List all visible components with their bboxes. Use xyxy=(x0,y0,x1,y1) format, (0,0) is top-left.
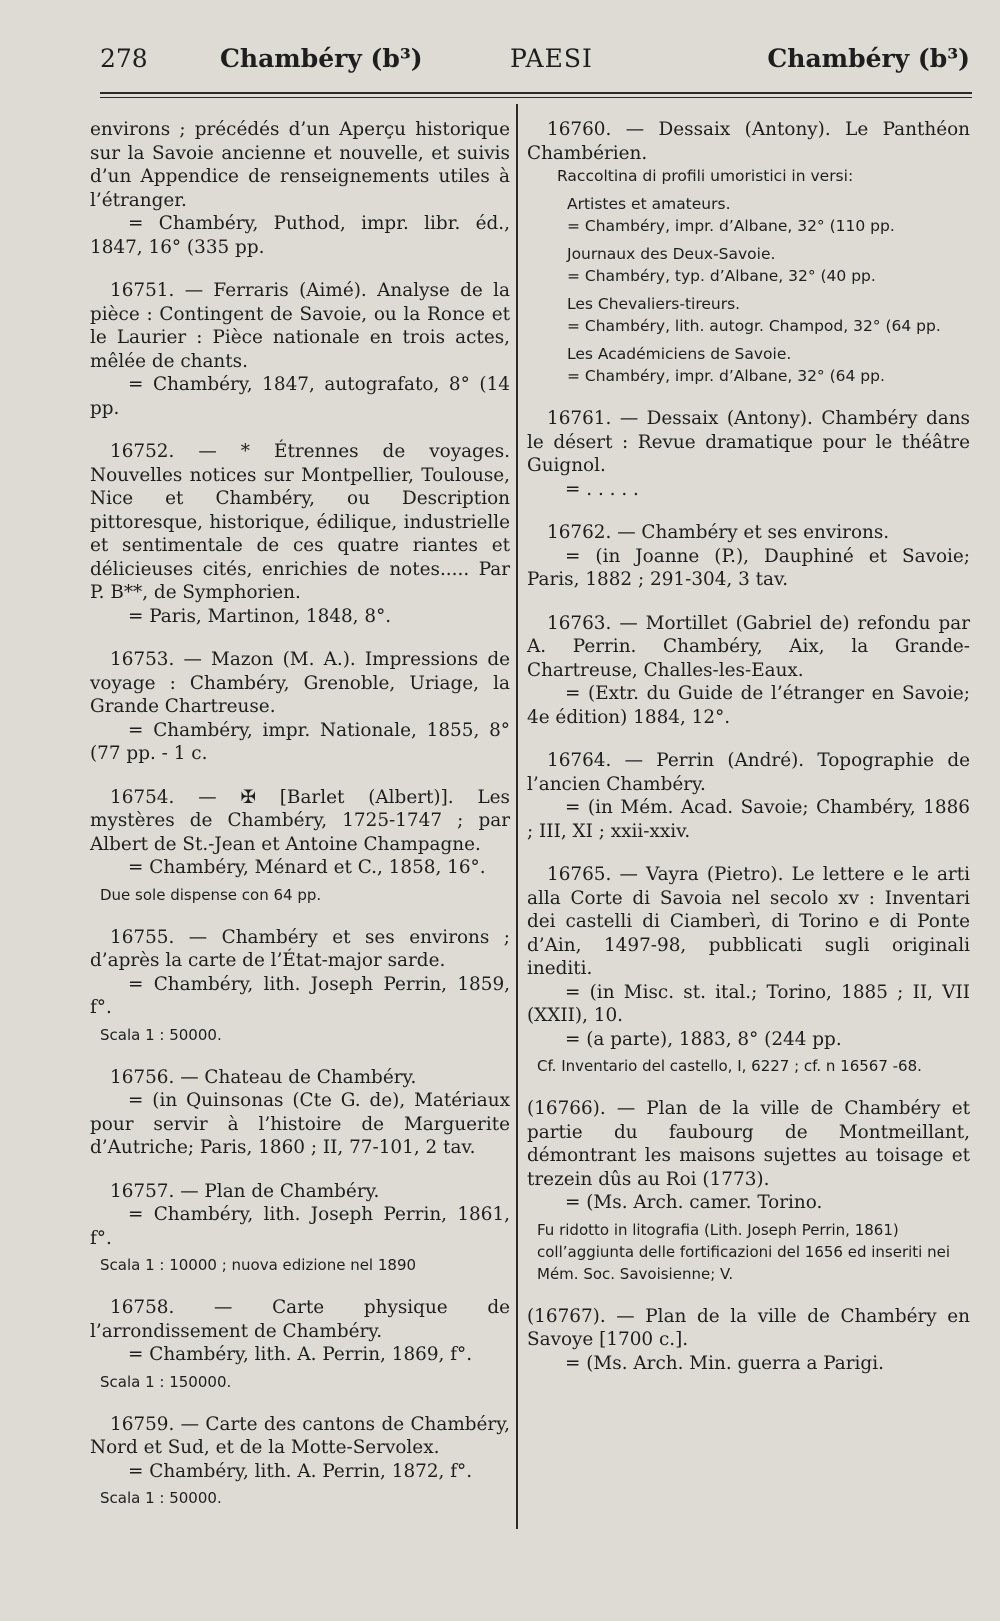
entry-16762 xyxy=(527,521,970,592)
sub-entry-publication: = Chambéry, impr. d’Albane, 32° (110 pp. xyxy=(567,217,895,235)
sub-entry-title: Journaux des Deux-Savoie. xyxy=(567,245,776,263)
entry-publication: = Chambéry, lith. Joseph Perrin, 1861, f°. xyxy=(90,1204,510,1249)
entry-16759 xyxy=(90,1413,510,1510)
column-divider xyxy=(516,104,518,1529)
entry-text: 16762. — Chambéry et ses environs. xyxy=(547,522,890,543)
entry-publication: = (Ms. Arch. camer. Torino. xyxy=(565,1192,823,1213)
entry-note: Scala 1 : 50000. xyxy=(100,1025,222,1044)
entry-publication: = Chambéry, Ménard et C., 1858, 16°. xyxy=(128,857,486,878)
entry-16751 xyxy=(90,279,510,420)
running-header xyxy=(100,44,970,84)
entry-16757 xyxy=(90,1180,510,1277)
page-number: 278 xyxy=(100,44,148,73)
entry-publication: = (in Misc. st. ital.; Torino, 1885 ; II, VII (XXII), 10. xyxy=(527,981,970,1026)
entry-text: 16757. — Plan de Chambéry. xyxy=(110,1180,380,1202)
sub-entry-title: Les Académiciens de Savoie. xyxy=(567,345,792,363)
entry-16752 xyxy=(90,440,510,628)
entry-note: Cf. Inventario del castello, I, 6227 ; cf. n 16567 -68. xyxy=(537,1057,922,1075)
sub-entry-publication: = Chambéry, typ. d’Albane, 32° (40 pp. xyxy=(567,267,876,285)
entry-publication: = . . . . . xyxy=(565,478,639,500)
entry-publication: = (Ms. Arch. Min. guerra a Parigi. xyxy=(565,1352,884,1374)
center-running-title: PAESI xyxy=(510,44,593,73)
entry-text: 16765. — Vayra (Pietro). Le lettere e le arti alla Corte di Savoia nel secolo xv : Inventari dei castelli di Ciamberì, di Torino e di Ponte d’Ain, 1497-98, pubblicati sugli originali inediti. xyxy=(527,864,970,979)
sub-entry-title: Artistes et amateurs. xyxy=(567,195,731,213)
entry-text: 16754. — ✠ [Barlet (Albert)]. Les mystères de Chambéry, 1725-1747 ; par Albert de St.-Jean et Antoine Champagne. xyxy=(90,786,510,855)
entry-16764 xyxy=(527,749,970,843)
right-running-title: Chambéry (b³) xyxy=(767,44,970,73)
entry-text: 16758. — Carte physique de l’arrondissement de Chambéry. xyxy=(90,1297,510,1342)
entry-publication: = (in Mém. Acad. Savoie; Chambéry, 1886 ; III, XI ; xxii-xxiv. xyxy=(527,797,970,842)
entry-publication: = Chambéry, lith. A. Perrin, 1872, f°. xyxy=(128,1460,473,1482)
entry-text: environs ; précédés d’un Aperçu historique sur la Savoie ancienne et nouvelle, et suivis d’un Appendice de renseignements utiles à l’étranger. xyxy=(90,119,510,211)
entry-publication: = Chambéry, Puthod, impr. libr. éd., 1847, 16° (335 pp. xyxy=(90,213,510,258)
entry-16766 xyxy=(527,1097,970,1285)
entry-16753 xyxy=(90,648,510,766)
entry-text: 16764. — Perrin (André). Topographie de l’ancien Chambéry. xyxy=(527,750,970,795)
entry-sub-intro: Raccoltina di profili umoristici in versi: xyxy=(557,167,854,185)
entry-text: 16753. — Mazon (M. A.). Impressions de voyage : Chambéry, Grenoble, Uriage, la Grande Chartreuse. xyxy=(90,649,510,717)
entry-publication: = Chambéry, 1847, autografato, 8° (14 pp. xyxy=(90,374,510,419)
sub-entry-publication: = Chambéry, impr. d’Albane, 32° (64 pp. xyxy=(567,367,885,385)
entry-publication: = (in Joanne (P.), Dauphiné et Savoie; Paris, 1882 ; 291-304, 3 tav. xyxy=(527,545,970,590)
entry-16763 xyxy=(527,612,970,730)
entry-16756 xyxy=(90,1066,510,1160)
entry-note: Scala 1 : 10000 ; nuova edizione nel 1890 xyxy=(100,1256,417,1274)
entry-16755 xyxy=(90,926,510,1046)
entry-continued xyxy=(90,118,510,259)
header-rule xyxy=(100,92,972,94)
sub-entry-title: Les Chevaliers-tireurs. xyxy=(567,295,741,313)
entry-16754 xyxy=(90,786,510,906)
entry-publication: = Chambéry, lith. Joseph Perrin, 1859, f°. xyxy=(90,973,510,1018)
entry-16758 xyxy=(90,1296,510,1393)
entry-16760 xyxy=(527,118,970,387)
entry-note: Scala 1 : 150000. xyxy=(100,1372,232,1391)
entry-publication: = Chambéry, impr. Nationale, 1855, 8° (77 pp. - 1 c. xyxy=(90,719,510,764)
left-running-title: Chambéry (b³) xyxy=(220,44,423,73)
entry-publication: = Chambéry, lith. A. Perrin, 1869, f°. xyxy=(128,1344,473,1365)
entry-publication: = (in Quinsonas (Cte G. de), Matériaux pour servir à l’histoire de Marguerite d’Autriche; Paris, 1860 ; II, 77-101, 2 tav. xyxy=(90,1090,510,1158)
entry-note: Due sole dispense con 64 pp. xyxy=(100,885,322,904)
entry-text: 16760. — Dessaix (Antony). Le Panthéon Chambérien. xyxy=(527,119,970,164)
entry-text: 16752. — * Étrennes de voyages. Nouvelles notices sur Montpellier, Toulouse, Nice et Chambéry, ou Description pittoresque, historique, édilique, industrielle et sentimentale de ces quatre riantes et délicieuses cités, enrichies de notes..... Par P. B**, de Symphorien. xyxy=(90,441,510,603)
right-column xyxy=(527,118,970,1395)
entry-text: 16761. — Dessaix (Antony). Chambéry dans le désert : Revue dramatique pour le théâtre Guignol. xyxy=(527,408,970,476)
entry-text: 16756. — Chateau de Chambéry. xyxy=(110,1066,417,1088)
entry-16761 xyxy=(527,407,970,501)
entry-16767 xyxy=(527,1305,970,1376)
left-column xyxy=(90,118,510,1529)
entry-text: 16751. — Ferraris (Aimé). Analyse de la pièce : Contingent de Savoie, ou la Ronce et le Laurier : Pièce nationale en trois actes, mêlée de chants. xyxy=(90,280,510,372)
entry-text: (16767). — Plan de la ville de Chambéry en Savoye [1700 c.]. xyxy=(527,1305,970,1350)
entry-text: 16763. — Mortillet (Gabriel de) refondu par A. Perrin. Chambéry, Aix, la Grande-Chartreuse, Challes-les-Eaux. xyxy=(527,612,970,681)
sub-entry-publication: = Chambéry, lith. autogr. Champod, 32° (64 pp. xyxy=(567,317,941,335)
entry-text: 16759. — Carte des cantons de Chambéry, Nord et Sud, et de la Motte-Servolex. xyxy=(90,1413,510,1458)
entry-note: Scala 1 : 50000. xyxy=(100,1489,222,1507)
entry-publication: = (Extr. du Guide de l’étranger en Savoie; 4e édition) 1884, 12°. xyxy=(527,683,970,728)
entry-text: 16755. — Chambéry et ses environs ; d’après la carte de l’État-major sarde. xyxy=(90,926,510,971)
entry-note: Fu ridotto in litografia (Lith. Joseph Perrin, 1861) coll’aggiunta delle fortificazioni del 1656 ed inseriti nei Mém. Soc. Savoisienne; V. xyxy=(537,1220,951,1283)
header-rule-thin xyxy=(100,97,972,98)
entry-publication-reprint: = (a parte), 1883, 8° (244 pp. xyxy=(565,1028,842,1050)
entry-16765 xyxy=(527,863,970,1077)
entry-publication: = Paris, Martinon, 1848, 8°. xyxy=(128,605,392,627)
entry-text: (16766). — Plan de la ville de Chambéry et partie du faubourg de Montmeillant, démontrant les maisons sujettes au toisage et trezein dûs au Roi (1773). xyxy=(527,1098,970,1190)
